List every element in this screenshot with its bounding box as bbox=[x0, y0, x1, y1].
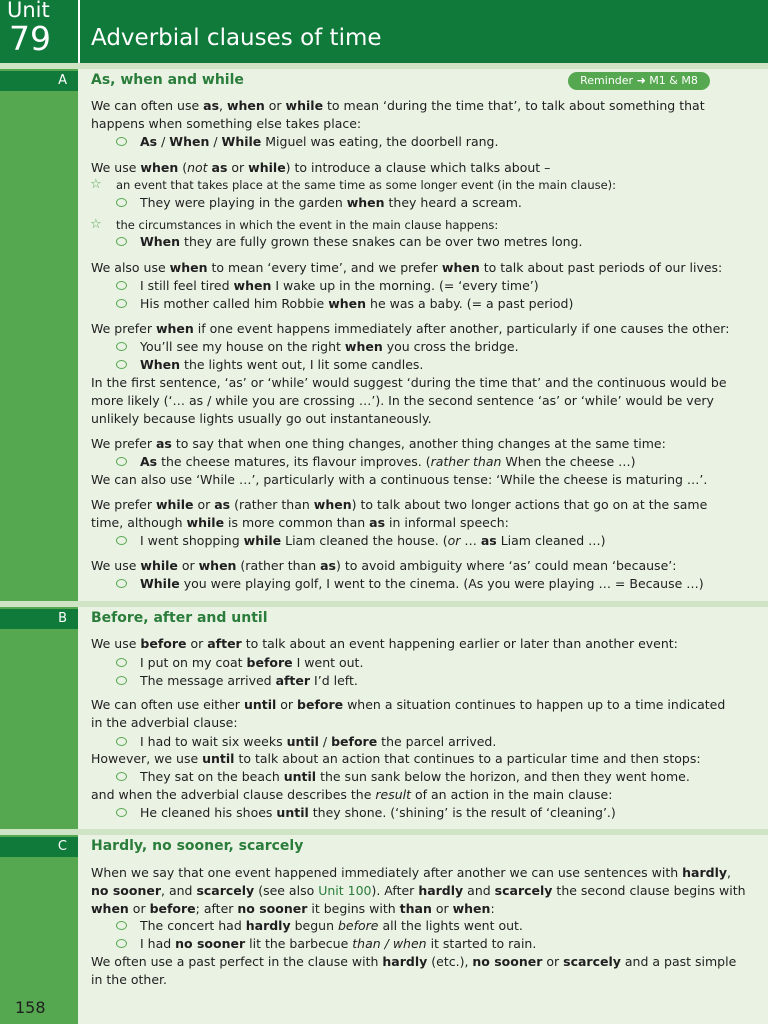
section-title-a: As, when and while bbox=[91, 72, 244, 88]
example-line: As the cheese matures, its flavour improves. (rather than When the cheese …) bbox=[140, 454, 636, 469]
text-line: unlikely because lights usually go out instantaneously. bbox=[91, 411, 432, 426]
section-title-c: Hardly, no sooner, scarcely bbox=[91, 838, 304, 854]
text-line: and when the adverbial clause describes the result of an action in the main clause: bbox=[91, 787, 613, 802]
unit-number: 79 bbox=[9, 19, 51, 58]
section-tab-a: A bbox=[0, 71, 78, 91]
section-title-b: Before, after and until bbox=[91, 610, 268, 626]
example-line: The concert had hardly begun before all the lights went out. bbox=[140, 918, 523, 933]
bullet-icon bbox=[116, 237, 127, 246]
left-margin-bar bbox=[0, 0, 78, 1024]
text-line: more likely (‘… as / while you are crossing …’). In the second sentence ‘as’ or ‘while’ would be very bbox=[91, 393, 714, 408]
example-line: You’ll see my house on the right when you cross the bridge. bbox=[140, 339, 519, 354]
example-line: I had to wait six weeks until / before the parcel arrived. bbox=[140, 734, 497, 749]
text-line: We prefer as to say that when one thing changes, another thing changes at the same time: bbox=[91, 436, 666, 451]
example-line: He cleaned his shoes until they shone. (‘shining’ is the result of ‘cleaning’.) bbox=[140, 805, 616, 820]
text-line: We can often use either until or before when a situation continues to happen up to a time indicated bbox=[91, 697, 726, 712]
unit-100-link[interactable]: Unit 100 bbox=[318, 883, 372, 898]
text-line: We use when (not as or while) to introduce a clause which talks about – bbox=[91, 160, 551, 175]
text-line: We use while or when (rather than as) to avoid ambiguity where ‘as’ could mean ‘because’: bbox=[91, 558, 677, 573]
bullet-icon bbox=[116, 198, 127, 207]
example-line: I still feel tired when I wake up in the morning. (= ‘every time’) bbox=[140, 278, 539, 293]
text-line: In the first sentence, ‘as’ or ‘while’ would suggest ‘during the time that’ and the continuous would be bbox=[91, 375, 727, 390]
section-divider bbox=[0, 601, 768, 607]
example-line: When they are fully grown these snakes can be over two metres long. bbox=[140, 234, 583, 249]
star-icon: ☆ bbox=[90, 217, 102, 232]
text-line: We prefer while or as (rather than when) to talk about two longer actions that go on at the same bbox=[91, 497, 708, 512]
text-line: We prefer when if one event happens immediately after another, particularly if one causes the other: bbox=[91, 321, 730, 336]
example-line: They were playing in the garden when they heard a scream. bbox=[140, 195, 522, 210]
unit-label: Unit bbox=[7, 0, 50, 22]
example-line: I put on my coat before I went out. bbox=[140, 655, 364, 670]
bullet-icon bbox=[116, 808, 127, 817]
example-line: His mother called him Robbie when he was a baby. (= a past period) bbox=[140, 296, 574, 311]
bullet-icon bbox=[116, 921, 127, 930]
text-line: We also use when to mean ‘every time’, and we prefer when to talk about past periods of our lives: bbox=[91, 260, 723, 275]
text-line: time, although while is more common than as in informal speech: bbox=[91, 515, 509, 530]
sub-point: the circumstances in which the event in the main clause happens: bbox=[116, 218, 499, 232]
bullet-icon bbox=[116, 658, 127, 667]
bullet-icon bbox=[116, 939, 127, 948]
bullet-icon bbox=[116, 137, 127, 146]
bullet-icon bbox=[116, 342, 127, 351]
section-tab-b: B bbox=[0, 609, 78, 629]
bullet-icon bbox=[116, 360, 127, 369]
example-line: The message arrived after I’d left. bbox=[140, 673, 358, 688]
section-divider bbox=[0, 829, 768, 835]
bullet-icon bbox=[116, 536, 127, 545]
text-line: However, we use until to talk about an action that continues to a particular time and then stops: bbox=[91, 751, 701, 766]
sub-point: an event that takes place at the same time as some longer event (in the main clause): bbox=[116, 178, 617, 192]
bullet-icon bbox=[116, 299, 127, 308]
reminder-badge[interactable]: Reminder ➜ M1 & M8 bbox=[568, 72, 710, 90]
example-line: I went shopping while Liam cleaned the house. (or … as Liam cleaned …) bbox=[140, 533, 606, 548]
example-line: When the lights went out, I lit some candles. bbox=[140, 357, 424, 372]
text-line: when or before; after no sooner it begins with than or when: bbox=[91, 901, 495, 916]
example-line: I had no sooner lit the barbecue than / when it started to rain. bbox=[140, 936, 537, 951]
section-tab-c: C bbox=[0, 837, 78, 857]
bullet-icon bbox=[116, 457, 127, 466]
star-icon: ☆ bbox=[90, 177, 102, 192]
section-divider bbox=[0, 63, 768, 69]
text-line: We often use a past perfect in the clause with hardly (etc.), no sooner or scarcely and a past simple bbox=[91, 954, 737, 969]
text-line: in the other. bbox=[91, 972, 167, 987]
bullet-icon bbox=[116, 579, 127, 588]
text-line: We can often use as, when or while to mean ‘during the time that’, to talk about something that bbox=[91, 98, 705, 113]
bullet-icon bbox=[116, 281, 127, 290]
text-line: We use before or after to talk about an event happening earlier or later than another event: bbox=[91, 636, 678, 651]
text-line: When we say that one event happened immediately after another we can use sentences with hardly, bbox=[91, 865, 732, 880]
text-line: happens when something else takes place: bbox=[91, 116, 362, 131]
example-line: While you were playing golf, I went to the cinema. (As you were playing … = Because …) bbox=[140, 576, 704, 591]
text-line: in the adverbial clause: bbox=[91, 715, 238, 730]
bullet-icon bbox=[116, 737, 127, 746]
text-line: no sooner, and scarcely (see also Unit 100). After hardly and scarcely the second clause begins with bbox=[91, 883, 746, 898]
unit-header bbox=[0, 0, 768, 63]
page-title: Adverbial clauses of time bbox=[91, 25, 382, 51]
text-line: We can also use ‘While …’, particularly with a continuous tense: ‘While the cheese is maturing …’. bbox=[91, 472, 708, 487]
example-line: As / When / While Miguel was eating, the doorbell rang. bbox=[140, 134, 499, 149]
header-divider bbox=[78, 0, 80, 63]
bullet-icon bbox=[116, 676, 127, 685]
bullet-icon bbox=[116, 772, 127, 781]
example-line: They sat on the beach until the sun sank below the horizon, and then they went home. bbox=[140, 769, 690, 784]
page-number: 158 bbox=[15, 998, 46, 1017]
